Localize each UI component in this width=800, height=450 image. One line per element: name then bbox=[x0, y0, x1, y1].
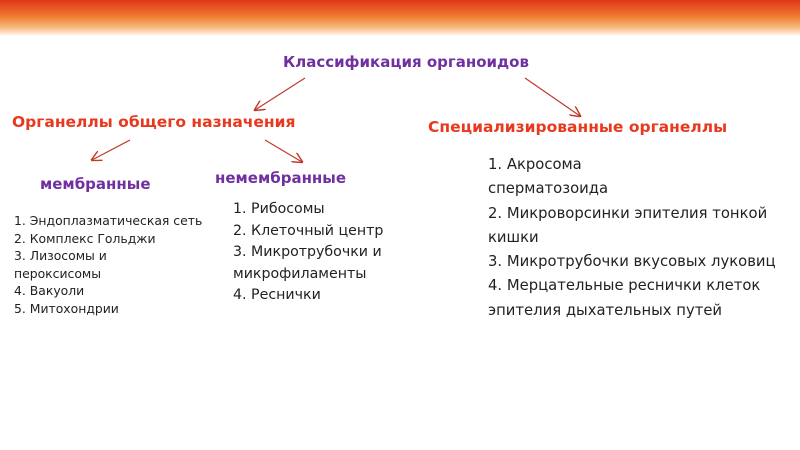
general-organelles-label: Органеллы общего назначения bbox=[12, 113, 296, 131]
membrane-list bbox=[14, 212, 219, 318]
membrane-label: мембранные bbox=[40, 175, 151, 193]
arrow-to-membrane bbox=[92, 140, 130, 160]
list-item: 4. Вакуоли bbox=[14, 283, 85, 299]
list-item: 2. Клеточный центр bbox=[233, 222, 384, 239]
specialized-organelles-label: Специализированные органеллы bbox=[428, 118, 728, 136]
arrow-to-special bbox=[525, 78, 580, 116]
list-item: 1. Акросома сперматозоида bbox=[488, 156, 609, 198]
diagram-title: Классификация органоидов bbox=[283, 53, 529, 71]
list-item: 3. Лизосомы и пероксисомы bbox=[14, 248, 107, 281]
list-item: 3. Микротрубочки и микрофиламенты bbox=[233, 244, 382, 282]
list-item: 2. Микроворсинки эпителия тонкой кишки bbox=[488, 204, 768, 246]
specialized-list bbox=[488, 153, 778, 323]
list-item: 1. Эндоплазматическая сеть bbox=[14, 213, 203, 228]
list-item: 1. Рибосомы bbox=[233, 201, 325, 217]
list-item: 4. Реснички bbox=[233, 287, 321, 303]
list-item: 2. Комплекс Гольджи bbox=[14, 230, 156, 246]
list-item: 3. Микротрубочки вкусовых луковиц bbox=[488, 253, 776, 271]
arrow-to-nonmembrane bbox=[265, 140, 302, 162]
nonmembrane-label: немембранные bbox=[215, 169, 347, 187]
list-item: 5. Митохондрии bbox=[14, 300, 119, 316]
arrow-to-general bbox=[255, 78, 305, 110]
nonmembrane-list bbox=[233, 199, 433, 307]
list-item: 4. Мерцательные реснички клеток эпителия дыхательных путей bbox=[488, 277, 761, 319]
